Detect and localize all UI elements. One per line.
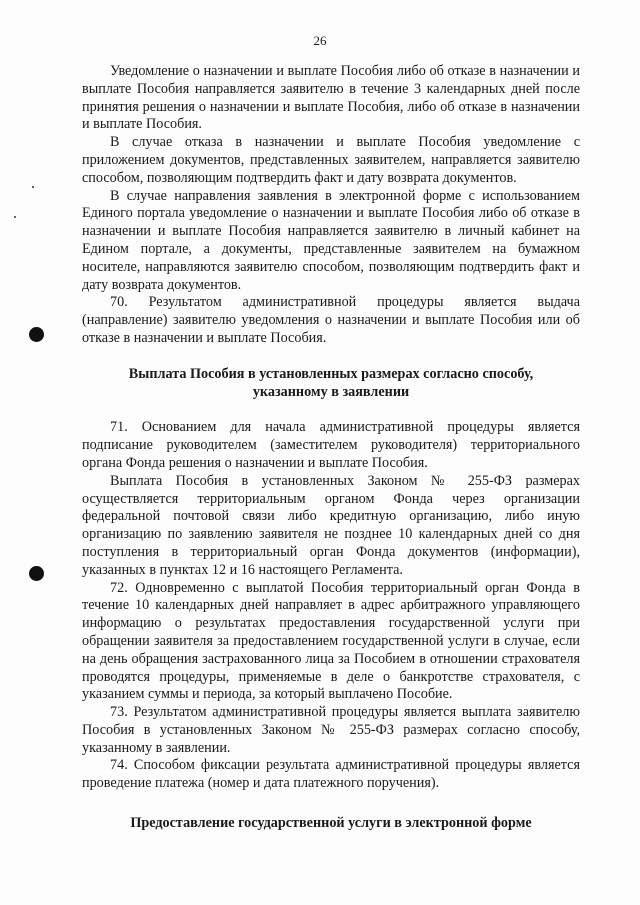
paragraph: В случае направления заявления в электронной форме с использованием Единого портала уведомление о назначении и выплате Пособия либо об отказе в назначении и выплате Пособия направляется заявителю в личный кабинет на Едином портале, а документы, представленные заявителем на бумажном носителе, направляются заявителю способом, позволяющим подтвердить факт и дату возврата документов. <box>82 187 580 293</box>
paragraph: Выплата Пособия в установленных Законом № 255-ФЗ размерах осуществляется территориальным органом Фонда через организации федеральной почтовой связи либо кредитную организацию, либо иную организацию по заявлению заявителя не позднее 10 календарных дней со дня поступления в территориальный орган Фонда документов (информации), указанных в пунктах 12 и 16 настоящего Регламента. <box>82 472 580 578</box>
section-heading <box>82 366 580 402</box>
page-number: 26 <box>313 33 327 48</box>
section-heading-line: Выплата Пособия в установленных размерах согласно способу, <box>128 365 534 382</box>
punch-hole-mark <box>29 566 44 581</box>
document-body <box>82 63 580 833</box>
paragraph: 72. Одновременно с выплатой Пособия территориальный орган Фонда в течение 10 календарных дней направляет в адрес арбитражного управляющего информацию о результатах предоставления государственной услуги при обращении заявителя за предоставлением государственной услуги в случае, если на день обращения застрахованного лица за Пособием в отношении страхователя проводятся процедуры, применяемые в деле о банкротстве страхователя, с указанием суммы и периода, за который выплачено Пособие. <box>82 579 580 703</box>
section-heading-line: указанному в заявлении <box>252 383 410 400</box>
scan-speck <box>32 186 34 188</box>
paragraph: 74. Способом фиксации результата административной процедуры является проведение платежа (номер и дата платежного поручения). <box>82 757 580 792</box>
section-heading: Предоставление государственной услуги в электронной форме <box>130 815 532 832</box>
scan-speck <box>14 216 16 218</box>
paragraph: 73. Результатом административной процедуры является выплата заявителю Пособия в установленных Законом № 255-ФЗ размерах согласно способу, указанному в заявлении. <box>82 704 580 756</box>
paragraph: 71. Основанием для начала административной процедуры является подписание руководителем (заместителем руководителя) территориального органа Фонда решения о назначении и выплате Пособия. <box>82 419 580 471</box>
paragraph: 70. Результатом административной процедуры является выдача (направление) заявителю уведомления о назначении и выплате Пособия или об отказе в назначении и выплате Пособия. <box>82 294 580 346</box>
punch-hole-mark <box>29 327 44 342</box>
paragraph: В случае отказа в назначении и выплате Пособия уведомление с приложением документов, представленных заявителем, направляется заявителю способом, позволяющим подтвердить факт и дату возврата документов. <box>82 134 580 186</box>
paragraph: Уведомление о назначении и выплате Пособия либо об отказе в назначении и выплате Пособия направляется заявителю в течение 3 календарных дней после принятия решения о назначении и выплате Пособия, либо об отказе в назначении и выплате Пособия. <box>82 63 580 133</box>
